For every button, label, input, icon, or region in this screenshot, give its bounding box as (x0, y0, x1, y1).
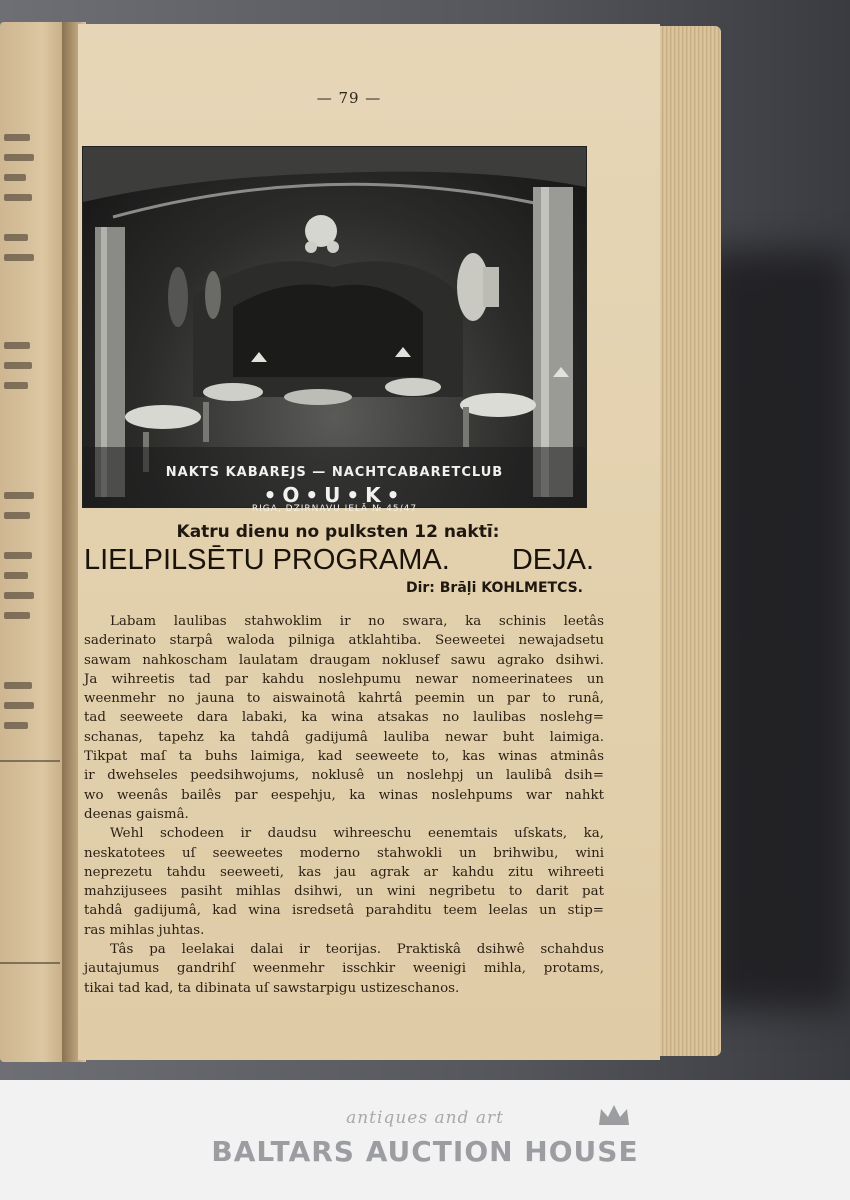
text-fragment (4, 382, 28, 389)
text-line: saderinato starpâ waloda pilniga atklahtiba. Seeweetei newajadsetu (84, 633, 604, 649)
photo-caption-name: •O•U•K• (263, 483, 406, 507)
text-line: deenas gaismâ. (84, 806, 189, 822)
text-fragment (4, 592, 34, 599)
text-line: Labam laulibas stahwoklim ir no swara, ka schinis leetâs (110, 614, 604, 629)
text-line: ir dwehseles peedsihwojums, noklusê un noslehpj un laulibâ dsih= (84, 768, 604, 784)
divider (0, 760, 60, 762)
text-line: sawam nahkoscham laulatam draugam noklusef sawu agrako dsihwi. (84, 652, 604, 668)
divider (0, 962, 60, 964)
text-line: tad seeweete dara labaki, ka wina atsakas no laulibas noslehg= (84, 710, 604, 726)
text-fragment (4, 254, 34, 261)
text-line: tikai tad kad, ta dibinata uſ sawstarpigu ustizeschanos. (84, 980, 460, 996)
text-line: neprezetu tahdu seeweeti, kas jau agrak ar kahdu zitu wihreeti (84, 864, 604, 880)
text-line: Ja wihreetis tad par kahdu noslehpumu newar nomeerinatees un (84, 671, 604, 687)
text-line: wo weenâs bailês par eespehju, ka winas noslehpums war nahkt (84, 787, 604, 803)
text-line: weenmehr no jauna to aiswainotâ kahrtâ peemin un par to runâ, (84, 691, 604, 707)
text-fragment (4, 174, 26, 181)
text-line: Tâs pa leelakai dalai ir teorijas. Praktiskâ dsihwê schahdus (110, 942, 604, 958)
photo-caption-address: RIGA, DZIRNAVU IELĀ № 45/47 (251, 504, 418, 514)
text-fragment (4, 552, 32, 559)
text-fragment (4, 234, 28, 241)
watermark-tagline: antiques and art (346, 1108, 504, 1128)
text-fragment (4, 612, 30, 619)
page-edges (655, 26, 721, 1056)
text-fragment (4, 194, 32, 201)
text-line: neskatotees uſ seeweetes moderno stahwokli un brihwibu, wini (84, 845, 604, 861)
text-fragment (4, 342, 30, 349)
text-fragment (4, 722, 28, 729)
text-fragment (4, 362, 32, 369)
text-line: mahzijusees pasiht mihlas dsihwi, un wini negribetu to darit pat (84, 884, 604, 900)
page-number: — 79 — (316, 89, 382, 107)
program-title: LIELPILSĒTU PROGRAMA. (84, 544, 450, 576)
crown-icon (597, 1103, 631, 1127)
text-fragment (4, 682, 32, 689)
watermark-brand: BALTARS AUCTION HOUSE (211, 1135, 639, 1168)
text-fragment (4, 702, 34, 709)
text-line: tahdâ gadijumâ, kad wina isredsetâ parahditu teem leelas un stip= (84, 903, 604, 919)
director-line: Dir: Brāļi KOHLMETCS. (405, 580, 583, 596)
text-line: jautajumus gandrihſ weenmehr isschkir weenigi mihla, protams, (84, 961, 604, 977)
dance-title: DEJA. (511, 544, 594, 576)
book-shadow (700, 250, 850, 1010)
cabaret-interior-illustration (83, 147, 586, 507)
text-fragment (4, 154, 34, 161)
text-fragment (4, 134, 30, 141)
photo-caption-title: NAKTS KABAREJS — NACHTCABARETCLUB (165, 465, 504, 480)
text-line: Tikpat maſ ta buhs laimiga, kad seeweete to, kas winas atminâs (84, 749, 604, 765)
text-line: ras mihlas juhtas. (84, 922, 205, 938)
article-body (84, 612, 604, 998)
text-line: Wehl schodeen ir daudsu wihreeschu eenemtais uſskats, ka, (110, 826, 604, 842)
book-page (78, 24, 660, 1060)
text-line: schanas, tapehz ka tahdâ gadijumâ lauliba newar buht laimiga. (84, 729, 604, 745)
text-fragment (4, 492, 34, 499)
schedule-heading: Katru dienu no pulksten 12 naktī: (176, 522, 500, 542)
cabaret-photo (82, 146, 587, 514)
program-heading (84, 544, 594, 577)
text-fragment (4, 512, 30, 519)
text-fragment (4, 572, 28, 579)
